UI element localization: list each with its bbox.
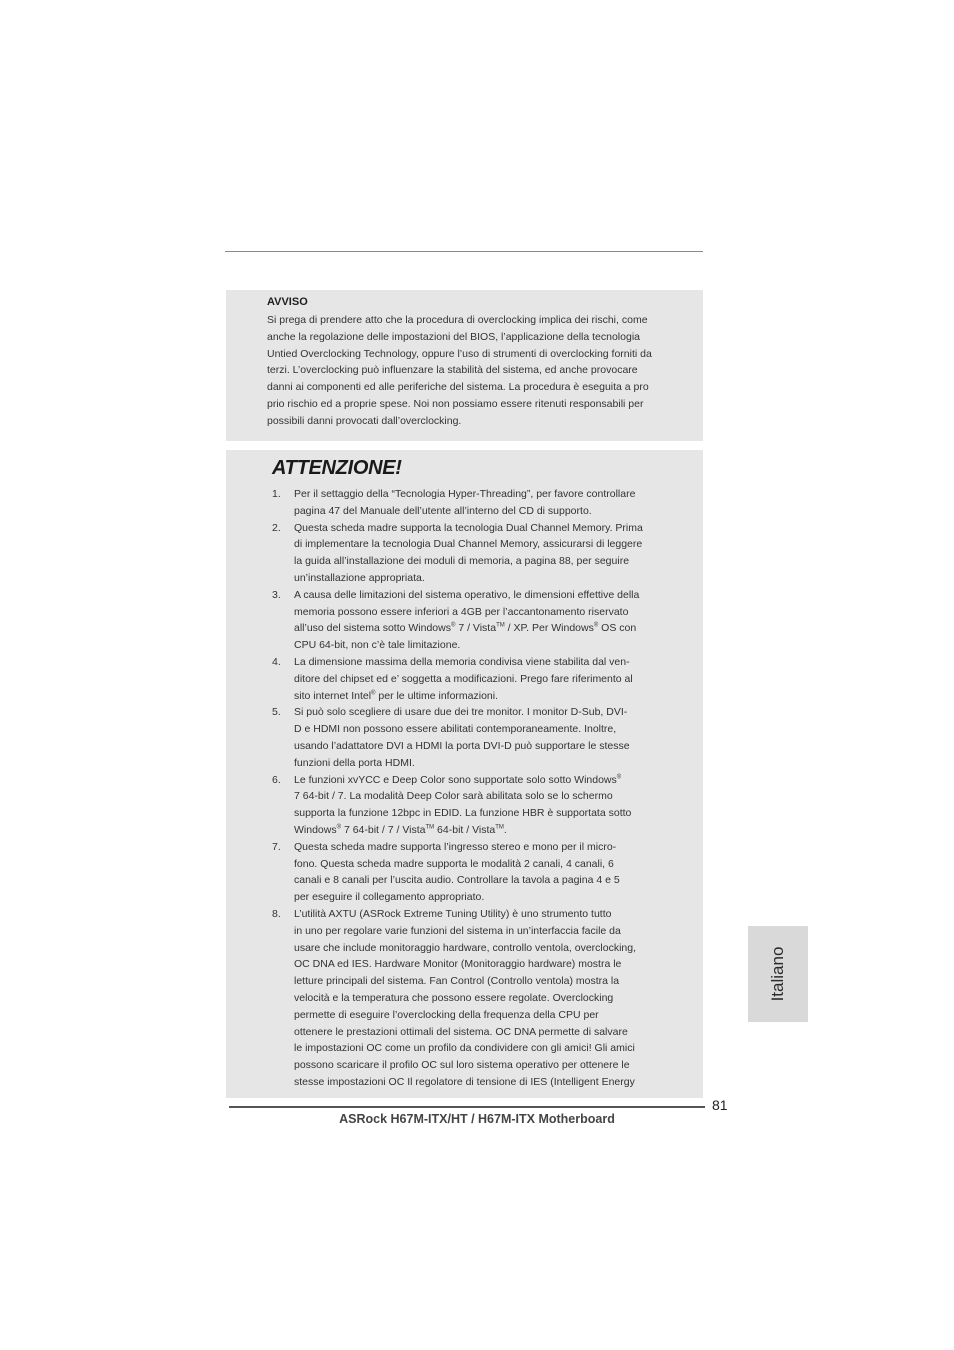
notice-title: AVVISO (267, 296, 308, 308)
item-line: usando l’adattatore DVI a HDMI la porta DVI-D può supportare le stesse (294, 739, 630, 752)
item-line (294, 688, 678, 705)
item-number: 3. (272, 588, 281, 601)
attention-box (226, 450, 703, 1098)
notice-body (267, 312, 687, 430)
list-item (266, 587, 678, 654)
item-line: le impostazioni OC come un profilo da condividere con gli amici! Gli amici (294, 1042, 635, 1055)
item-line: Si può solo scegliere di usare due dei tre monitor. I monitor D-Sub, DVI- (294, 706, 628, 719)
footer-rule (229, 1106, 705, 1108)
list-item (266, 772, 678, 839)
text-run: OS con (598, 622, 637, 635)
text-run: sito internet Intel (294, 689, 372, 702)
item-line: supporta la funzione 12bpc in EDID. La funzione HBR è supportata sotto (294, 807, 632, 820)
header-rule (225, 251, 703, 252)
text-run: Windows (294, 823, 337, 836)
item-line: fono. Questa scheda madre supporta le modalità 2 canali, 4 canali, 6 (294, 857, 614, 870)
text-run: / XP. Per Windows (504, 622, 594, 635)
item-line: pagina 47 del Manuale dell’utente all’interno del CD di supporto. (294, 504, 592, 517)
item-line: ottenere le prestazioni ottimali del sistema. OC DNA permette di salvare (294, 1025, 628, 1038)
item-line: canali e 8 canali per l’uscita audio. Controllare la tavola a pagina 4 e 5 (294, 874, 620, 887)
item-line: memoria possono essere inferiori a 4GB per l’accantonamento riservato (294, 605, 629, 618)
list-item (266, 486, 678, 520)
item-number: 4. (272, 655, 281, 668)
text-run: per le ultime informazioni. (375, 689, 499, 702)
item-number: 2. (272, 521, 281, 534)
item-line (294, 772, 678, 789)
page-number: 81 (712, 1097, 728, 1113)
item-line: per eseguire il collegamento appropriato. (294, 891, 485, 904)
item-number: 7. (272, 840, 281, 853)
item-line: un’installazione appropriata. (294, 571, 425, 584)
item-line: D e HDMI non possono essere abilitati contemporaneamente. Inoltre, (294, 723, 617, 736)
notice-line: Untied Overclocking Technology, oppure l’uso di strumenti di overclocking forniti da (267, 347, 652, 360)
list-item (266, 906, 678, 1091)
item-number: 1. (272, 488, 281, 500)
item-line: OC DNA ed IES. Hardware Monitor (Monitoraggio hardware) mostra le (294, 958, 622, 971)
text-run: Le funzioni xvYCC e Deep Color sono supportate solo sotto Windows (294, 773, 617, 786)
notice-box (226, 290, 703, 441)
item-line (294, 620, 678, 637)
item-line: 7 64-bit / 7. La modalità Deep Color sarà abilitata solo se lo schermo (294, 790, 613, 803)
item-line: letture principali del sistema. Fan Control (Controllo ventola) mostra la (294, 975, 620, 988)
registered-mark: ® (616, 774, 622, 781)
attention-list (266, 486, 678, 1091)
registered-mark: ® (450, 622, 456, 629)
item-line: Questa scheda madre supporta l’ingresso stereo e mono per il micro- (294, 840, 617, 853)
footer-title: ASRock H67M-ITX/HT / H67M-ITX Motherboard (339, 1112, 615, 1126)
item-line: CPU 64-bit, non c’è tale limitazione. (294, 639, 461, 652)
attention-title: ATTENZIONE! (272, 457, 402, 479)
item-line: di implementare la tecnologia Dual Channel Memory, assicurarsi di leggere (294, 538, 643, 551)
item-line: funzioni della porta HDMI. (294, 756, 415, 769)
notice-line: danni ai componenti ed alle periferiche del sistema. La procedura è eseguita a pro (267, 381, 649, 394)
text-run: 64-bit / Vista (434, 823, 496, 836)
item-line: Per il settaggio della “Tecnologia Hyper-Threading”, per favore controllare (294, 488, 636, 500)
language-tab (748, 926, 808, 1022)
language-tab-label: Italiano (768, 946, 787, 1002)
notice-line: possibili danni provocati dall’overclocking. (267, 414, 462, 427)
item-line: in uno per regolare varie funzioni del sistema in un’interfaccia facile da (294, 924, 621, 937)
item-line: permette di eseguire l’overclocking della frequenza della CPU per (294, 1008, 599, 1021)
item-line: Questa scheda madre supporta la tecnologia Dual Channel Memory. Prima (294, 521, 643, 534)
notice-line: Si prega di prendere atto che la procedura di overclocking implica dei rischi, come (267, 314, 648, 326)
notice-line: prio rischio ed a proprie spese. Noi non possiamo essere ritenuti responsabili per (267, 397, 644, 410)
item-line: L’utilità AXTU (ASRock Extreme Tuning Utility) è uno strumento tutto (294, 907, 612, 920)
registered-mark: ® (336, 824, 342, 831)
item-line: possono scaricare il profilo OC sul loro sistema operativo per ottenere le (294, 1059, 630, 1072)
text-run: . (503, 823, 507, 836)
item-line: La dimensione massima della memoria condivisa viene stabilita dal ven- (294, 655, 630, 668)
trademark-mark: TM (495, 824, 504, 831)
text-run: 7 64-bit / 7 / Vista (341, 823, 426, 836)
text-run: all’uso del sistema sotto Windows (294, 622, 451, 635)
item-line: la guida all’installazione dei moduli di memoria, a pagina 88, per seguire (294, 555, 630, 568)
list-item (266, 654, 678, 704)
item-line: usare che include monitoraggio hardware, controllo ventola, overclocking, (294, 941, 637, 954)
notice-line: anche la regolazione delle impostazioni del BIOS, l’applicazione della tecnologia (267, 330, 640, 343)
list-item (266, 520, 678, 587)
item-number: 6. (272, 773, 281, 786)
item-line: ditore del chipset ed e’ soggetta a modificazioni. Prego fare riferimento al (294, 672, 633, 685)
registered-mark: ® (593, 622, 599, 629)
item-line: stesse impostazioni OC Il regolatore di tensione di IES (Intelligent Energy (294, 1075, 635, 1088)
trademark-mark: TM (425, 824, 435, 831)
item-line: velocità e la temperatura che possono essere regolate. Overclocking (294, 991, 614, 1004)
registered-mark: ® (371, 690, 376, 697)
notice-line: terzi. L’overclocking può influenzare la stabilità del sistema, ed anche provocare (267, 364, 638, 377)
trademark-mark: TM (496, 622, 505, 629)
list-item (266, 839, 678, 906)
text-run: 7 / Vista (455, 622, 497, 635)
item-line: A causa delle limitazioni del sistema operativo, le dimensioni effettive della (294, 588, 640, 601)
list-item (266, 704, 678, 771)
item-line (294, 822, 678, 839)
item-number: 5. (272, 706, 281, 719)
item-number: 8. (272, 907, 281, 920)
